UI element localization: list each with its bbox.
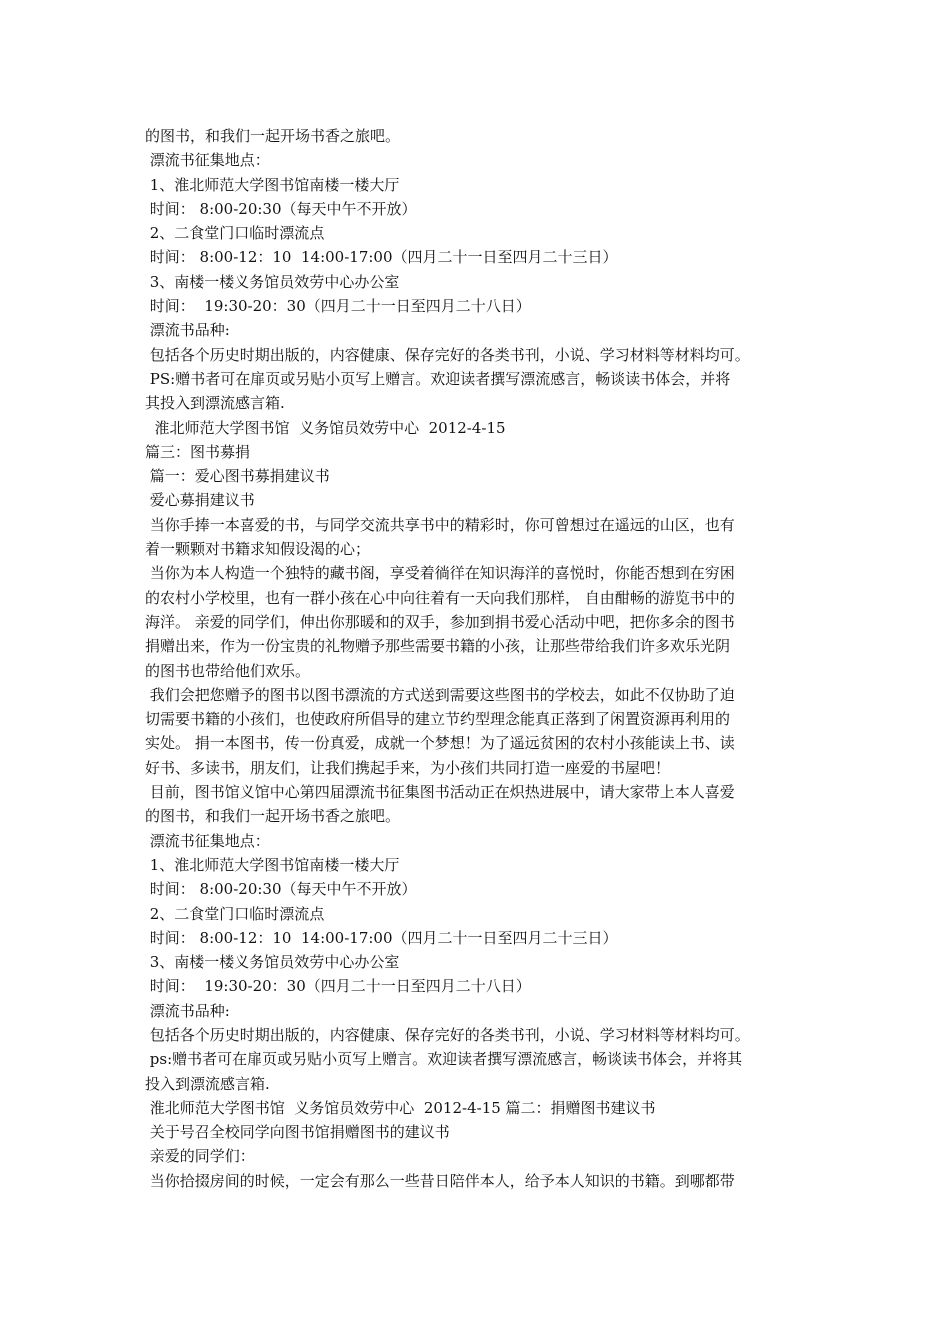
text-line: 淮北师范大学图书馆 义务馆员效劳中心 2012-4-15 [145,418,506,437]
text-line: 淮北师范大学图书馆 义务馆员效劳中心 2012-4-15 篇二：捐赠图书建议书 [145,1098,656,1117]
text-line: 的图书也带给他们欢乐。 [145,661,311,680]
text-line: 时间： 8:00-12：10 14:00-17:00（四月二十一日至四月二十三日） [145,248,618,267]
text-line: ps:赠书者可在扉页或另贴小页写上赠言。欢迎读者撰写漂流感言，畅谈读书体会，并将其 [145,1050,743,1069]
text-line: 2、二食堂门口临时漂流点 [145,224,325,243]
text-line: 切需要书籍的小孩们，也使政府所倡导的建立节约型理念能真正落到了闲置资源再利用的 [145,710,731,729]
text-line: 的图书，和我们一起开场书香之旅吧。 [145,807,401,826]
document-body [145,124,825,1193]
text-line: 1、淮北师范大学图书馆南楼一楼大厅 [145,855,400,874]
text-line: 好书、多读书，朋友们，让我们携起手来，为小孩们共同打造一座爱的书屋吧！ [145,758,671,777]
text-line: 目前，图书馆义馆中心第四届漂流书征集图书活动正在炽热进展中，请大家带上本人喜爱 [145,783,735,802]
text-line: 着一颗颗对书籍求知假设渴的心； [145,540,371,559]
text-line: 的图书，和我们一起开场书香之旅吧。 [145,127,401,145]
text-line: 当你手捧一本喜爱的书，与同学交流共享书中的精彩时，你可曾想过在遥远的山区，也有 [145,515,735,534]
text-line: 当你拾掇房间的时候，一定会有那么一些昔日陪伴本人，给予本人知识的书籍。到哪都带 [145,1171,735,1190]
text-line: 包括各个历史时期出版的，内容健康、保存完好的各类书刊，小说、学习材料等材料均可。 [145,1025,750,1044]
text-line: 捐赠出来，作为一份宝贵的礼物赠予那些需要书籍的小孩，让那些带给我们许多欢乐光阴 [145,637,731,656]
text-line: 篇一：爱心图书募捐建议书 [145,467,330,486]
text-line: 3、南楼一楼义务馆员效劳中心办公室 [145,953,400,972]
text-line: 时间： 8:00-20:30（每天中午不开放） [145,199,417,218]
text-line: 1、淮北师范大学图书馆南楼一楼大厅 [145,175,400,194]
text-line: 时间： 19:30-20：30（四月二十一日至四月二十八日） [145,977,531,996]
text-line: 实处。 捐一本图书，传一份真爱，成就一个梦想！为了遥远贫困的农村小孩能读上书、读 [145,734,735,753]
text-line: 投入到漂流感言箱. [145,1074,270,1093]
text-line: 3、南楼一楼义务馆员效劳中心办公室 [145,272,400,291]
text-line: 当你为本人构造一个独特的藏书阁，享受着徜徉在知识海洋的喜悦时，你能否想到在穷困 [145,564,735,583]
text-line: 时间： 19:30-20：30（四月二十一日至四月二十八日） [145,297,531,316]
text-line: 漂流书品种: [145,321,230,340]
text-line: 时间： 8:00-12：10 14:00-17:00（四月二十一日至四月二十三日） [145,928,618,947]
text-line: 漂流书品种: [145,1001,230,1020]
text-line: 漂流书征集地点： [145,151,270,170]
text-line: 爱心募捐建议书 [145,491,255,510]
text-line: 亲爱的同学们： [145,1147,255,1166]
text-line: 其投入到漂流感言箱. [145,394,285,413]
text-line: 包括各个历史时期出版的，内容健康、保存完好的各类书刊，小说、学习材料等材料均可。 [145,345,750,364]
text-line: PS:赠书者可在扉页或另贴小页写上赠言。欢迎读者撰写漂流感言，畅谈读书体会，并将 [145,369,731,388]
text-line: 关于号召全校同学向图书馆捐赠图书的建议书 [145,1123,450,1142]
text-line: 时间： 8:00-20:30（每天中午不开放） [145,880,417,899]
text-line: 的农村小学校里，也有一群小孩在心中向往着有一天向我们那样， 自由酣畅的游览书中的 [145,588,735,607]
text-line: 我们会把您赠予的图书以图书漂流的方式送到需要这些图书的学校去，如此不仅协助了迫 [145,685,735,704]
text-line: 海洋。 亲爱的同学们，伸出你那暖和的双手，参加到捐书爱心活动中吧，把你多余的图书 [145,612,735,631]
text-line: 漂流书征集地点： [145,831,270,850]
text-line: 篇三：图书募捐 [145,442,251,461]
text-line: 2、二食堂门口临时漂流点 [145,904,325,923]
